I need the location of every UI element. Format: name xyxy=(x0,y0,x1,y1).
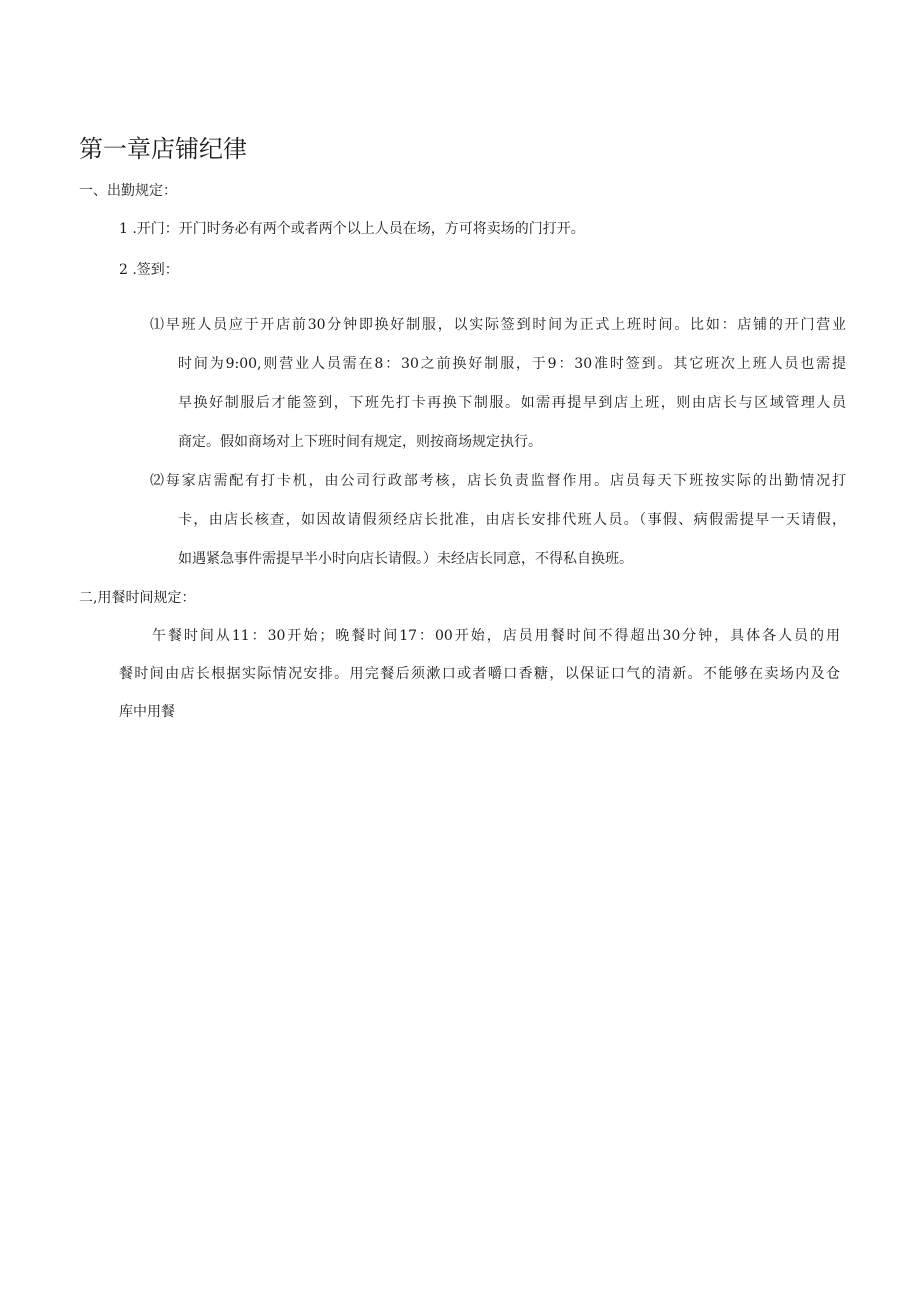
sub-item-time-clock xyxy=(150,462,846,579)
item-opening-door: 1 .开门：开门时务必有两个或者两个以上人员在场，方可将卖场的门打开。 xyxy=(119,221,585,237)
section-heading-meal-time: 二,用餐时间规定： xyxy=(79,590,196,606)
sub-item-early-shift-line: ⑴早班人员应于开店前30分钟即换好制服，以实际签到时间为正式上班时间。比如：店铺的开门营业 xyxy=(150,317,846,333)
meal-time-paragraph-line: 午餐时间从11：30开始；晚餐时间17：00开始，店员用餐时间不得超出30分钟，具体各人员的用 xyxy=(152,628,840,644)
section-heading-attendance: 一、出勤规定： xyxy=(79,183,177,199)
meal-time-paragraph-line: 库中用餐 xyxy=(119,704,175,720)
sub-item-time-clock-line: ⑵每家店需配有打卡机，由公司行政部考核，店长负责监督作用。店员每天下班按实际的出勤情况打 xyxy=(150,473,846,489)
sub-item-early-shift-line: 早换好制服后才能签到，下班先打卡再换下制服。如需再提早到店上班，则由店长与区域管理人员 xyxy=(178,395,846,411)
sub-item-time-clock-line: 如遇紧急事件需提早半小时向店长请假。）未经店长同意，不得私自换班。 xyxy=(178,551,633,567)
item-sign-in: 2 .签到： xyxy=(119,262,179,278)
sub-item-early-shift-line: 商定。假如商场对上下班时间有规定，则按商场规定执行。 xyxy=(178,434,542,450)
meal-time-paragraph-line: 餐时间由店长根据实际情况安排。用完餐后须漱口或者嚼口香糖，以保证口气的清新。不能够在卖场内及仓 xyxy=(119,666,840,682)
chapter-title: 第一章店铺纪律 xyxy=(79,135,247,163)
sub-item-early-shift xyxy=(150,306,846,462)
sub-item-time-clock-line: 卡，由店长核查，如因故请假须经店长批准，由店长安排代班人员。（事假、病假需提早一天请假， xyxy=(178,512,846,528)
sub-item-early-shift-line: 时间为9:00,则营业人员需在8：30之前换好制服，于9：30准时签到。其它班次上班人员也需提 xyxy=(178,356,846,372)
meal-time-paragraph xyxy=(119,617,840,731)
